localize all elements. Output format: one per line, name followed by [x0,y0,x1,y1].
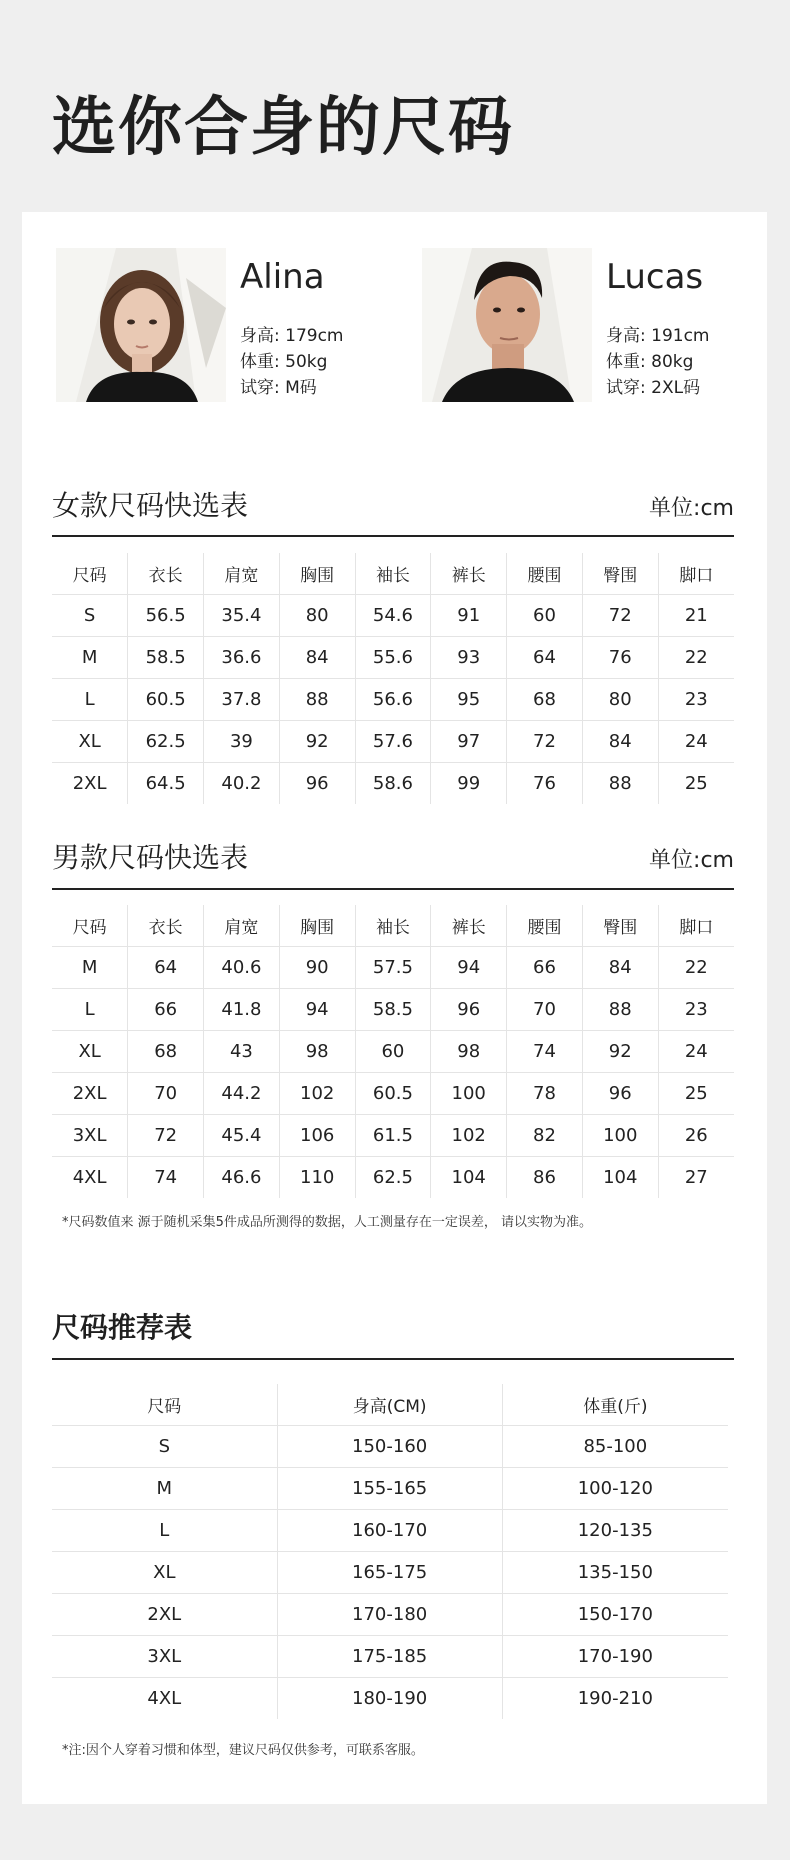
table-cell: 93 [431,637,507,679]
table-cell: 46.6 [204,1157,280,1199]
men-table-note: *尺码数值来 源于随机采集5件成品所测得的数据，人工测量存在一定误差， 请以实物为准。 [62,1215,593,1230]
table-row [52,1115,734,1157]
table-cell: 150-170 [502,1594,728,1636]
table-cell: 92 [582,1031,658,1073]
table-cell: 21 [658,595,734,637]
table-cell: S [52,595,128,637]
column-header: 尺码 [52,1384,277,1426]
table-cell: 72 [582,595,658,637]
table-cell: 66 [507,947,583,989]
table-cell: 72 [507,721,583,763]
table-cell: 40.2 [204,763,280,805]
table-cell: XL [52,721,128,763]
table-cell: 94 [431,947,507,989]
column-header: 腰围 [507,905,583,947]
table-cell: 84 [279,637,355,679]
table-cell: 35.4 [204,595,280,637]
table-cell: 110 [279,1157,355,1199]
table-cell: M [52,637,128,679]
table-cell: 66 [128,989,204,1031]
table-cell: 62.5 [355,1157,431,1199]
size-guide-card [22,212,767,1804]
table-cell: 57.6 [355,721,431,763]
table-header-row [52,905,734,947]
model-weight: 体重: 80kg [606,352,694,372]
column-header: 身高(CM) [277,1384,502,1426]
table-cell: 155-165 [277,1468,502,1510]
table-row [52,1678,728,1720]
table-cell: 2XL [52,1073,128,1115]
table-cell: 84 [582,947,658,989]
table-row [52,595,734,637]
table-cell: 37.8 [204,679,280,721]
table-cell: 3XL [52,1115,128,1157]
table-cell: XL [52,1031,128,1073]
table-row [52,1157,734,1199]
women-unit-label: 单位:cm [649,496,734,521]
table-cell: 170-180 [277,1594,502,1636]
table-cell: 24 [658,1031,734,1073]
table-cell: 36.6 [204,637,280,679]
table-cell: 100 [582,1115,658,1157]
table-cell: 23 [658,989,734,1031]
column-header: 肩宽 [204,905,280,947]
table-cell: 98 [279,1031,355,1073]
table-cell: 41.8 [204,989,280,1031]
table-cell: 64 [507,637,583,679]
table-cell: 4XL [72,1167,107,1188]
table-cell: 82 [507,1115,583,1157]
table-row [52,721,734,763]
table-cell: 23 [658,679,734,721]
table-cell: 85-100 [502,1426,728,1468]
table-cell: 22 [658,637,734,679]
table-cell: 43 [204,1031,280,1073]
recommend-table [52,1384,728,1719]
table-cell: 98 [431,1031,507,1073]
men-unit-label: 单位:cm [649,848,734,873]
column-header: 腰围 [507,553,583,595]
table-cell: L [52,1510,277,1552]
column-header: 体重(斤) [502,1384,728,1426]
table-cell: 2XL [72,773,107,794]
column-header: 裤长 [431,553,507,595]
table-cell: 96 [431,989,507,1031]
table-cell: 100-120 [502,1468,728,1510]
column-header: 裤长 [431,905,507,947]
table-row [52,1426,728,1468]
table-cell: 57.5 [355,947,431,989]
column-header: 衣长 [128,553,204,595]
men-size-table [52,905,734,1198]
table-cell: 102 [431,1115,507,1157]
recommend-note: *注:因个人穿着习惯和体型，建议尺码仅供参考，可联系客服。 [62,1743,424,1758]
table-cell: 60.5 [355,1073,431,1115]
table-cell: 44.2 [204,1073,280,1115]
table-row [52,1468,728,1510]
table-cell: 135-150 [502,1552,728,1594]
men-section-title: 男款尺码快选表 [52,841,249,874]
column-header: 脚口 [658,553,734,595]
table-cell: 24 [658,721,734,763]
column-header: 胸围 [279,905,355,947]
table-cell: 78 [507,1073,583,1115]
women-size-table [52,553,734,804]
table-cell: 190-210 [502,1678,728,1720]
table-cell: L [52,989,128,1031]
table-cell: 45.4 [204,1115,280,1157]
model-photo-alina [56,248,226,402]
table-cell: 94 [279,989,355,1031]
table-cell: 91 [431,595,507,637]
table-cell: 68 [128,1031,204,1073]
table-cell: 97 [431,721,507,763]
table-cell: 96 [582,1073,658,1115]
table-cell: 99 [431,763,507,805]
table-cell: 180-190 [277,1678,502,1720]
column-header: 肩宽 [204,553,280,595]
table-cell: 58.5 [355,989,431,1031]
column-header: 袖长 [355,553,431,595]
table-cell: 56.6 [355,679,431,721]
table-cell: 88 [582,763,658,805]
table-cell: 150-160 [277,1426,502,1468]
table-cell: XL [52,1552,277,1594]
table-row [52,763,734,805]
column-header: 臀围 [582,905,658,947]
table-cell: 62.5 [128,721,204,763]
model-name: Lucas [606,257,704,297]
model-height: 身高: 179cm [240,326,344,346]
table-cell: 39 [204,721,280,763]
table-row [52,1552,728,1594]
table-cell: 76 [582,637,658,679]
table-cell: 102 [279,1073,355,1115]
table-cell: 64 [128,947,204,989]
women-section-header [52,478,734,537]
table-cell: 80 [582,679,658,721]
model-name: Alina [240,257,325,297]
table-cell: L [52,679,128,721]
women-section-title: 女款尺码快选表 [52,489,249,522]
table-cell: 27 [658,1157,734,1199]
column-header: 尺码 [52,905,128,947]
table-row [52,1636,728,1678]
table-cell: 4XL [147,1688,182,1709]
table-cell: 55.6 [355,637,431,679]
column-header: 胸围 [279,553,355,595]
table-cell: 170-190 [502,1636,728,1678]
table-cell: 60 [507,595,583,637]
table-header-row [52,553,734,595]
table-cell: 175-185 [277,1636,502,1678]
table-cell: 58.6 [355,763,431,805]
model-size: 试穿: 2XL码 [606,378,701,398]
table-cell: 92 [279,721,355,763]
table-cell: 25 [658,763,734,805]
table-row [52,1073,734,1115]
table-header-row [52,1384,728,1426]
table-cell: 68 [507,679,583,721]
table-cell: 22 [658,947,734,989]
table-cell: 60 [355,1031,431,1073]
column-header: 袖长 [355,905,431,947]
table-cell: 58.5 [128,637,204,679]
table-cell: 106 [279,1115,355,1157]
table-cell: M [52,947,128,989]
men-section-header [52,832,734,890]
table-cell: S [52,1426,277,1468]
table-cell: 72 [128,1115,204,1157]
table-cell: 86 [507,1157,583,1199]
table-row [52,637,734,679]
table-row [52,1510,728,1552]
table-cell: 88 [279,679,355,721]
column-header: 脚口 [658,905,734,947]
table-cell: 160-170 [277,1510,502,1552]
table-cell: 88 [582,989,658,1031]
table-cell: 100 [431,1073,507,1115]
table-cell: 64.5 [128,763,204,805]
recommend-section-title: 尺码推荐表 [52,1311,193,1344]
table-cell: 54.6 [355,595,431,637]
table-cell: 26 [658,1115,734,1157]
table-cell: 3XL [52,1636,277,1678]
table-cell: 2XL [52,1594,277,1636]
column-header: 尺码 [52,553,128,595]
table-cell: 70 [128,1073,204,1115]
model-height: 身高: 191cm [606,326,710,346]
page-title: 选你合身的尺码 [52,91,514,165]
table-cell: 74 [128,1157,204,1199]
model-weight: 体重: 50kg [240,352,328,372]
table-row [52,1031,734,1073]
table-row [52,1594,728,1636]
column-header: 臀围 [582,553,658,595]
table-cell: 40.6 [204,947,280,989]
table-cell: 104 [431,1157,507,1199]
table-cell: 60.5 [128,679,204,721]
table-cell: 95 [431,679,507,721]
table-cell: 80 [279,595,355,637]
table-cell: 56.5 [128,595,204,637]
table-cell: 61.5 [355,1115,431,1157]
table-row [52,989,734,1031]
table-row [52,947,734,989]
model-photo-lucas [422,248,592,402]
table-cell: 104 [582,1157,658,1199]
table-cell: 120-135 [502,1510,728,1552]
table-cell: 90 [279,947,355,989]
column-header: 衣长 [128,905,204,947]
table-cell: M [52,1468,277,1510]
table-cell: 76 [507,763,583,805]
table-cell: 84 [582,721,658,763]
model-size: 试穿: M码 [240,378,317,398]
table-row [52,679,734,721]
recommend-section-header [52,1302,734,1360]
table-cell: 165-175 [277,1552,502,1594]
table-cell: 74 [507,1031,583,1073]
table-cell: 96 [279,763,355,805]
table-cell: 25 [658,1073,734,1115]
table-cell: 70 [507,989,583,1031]
